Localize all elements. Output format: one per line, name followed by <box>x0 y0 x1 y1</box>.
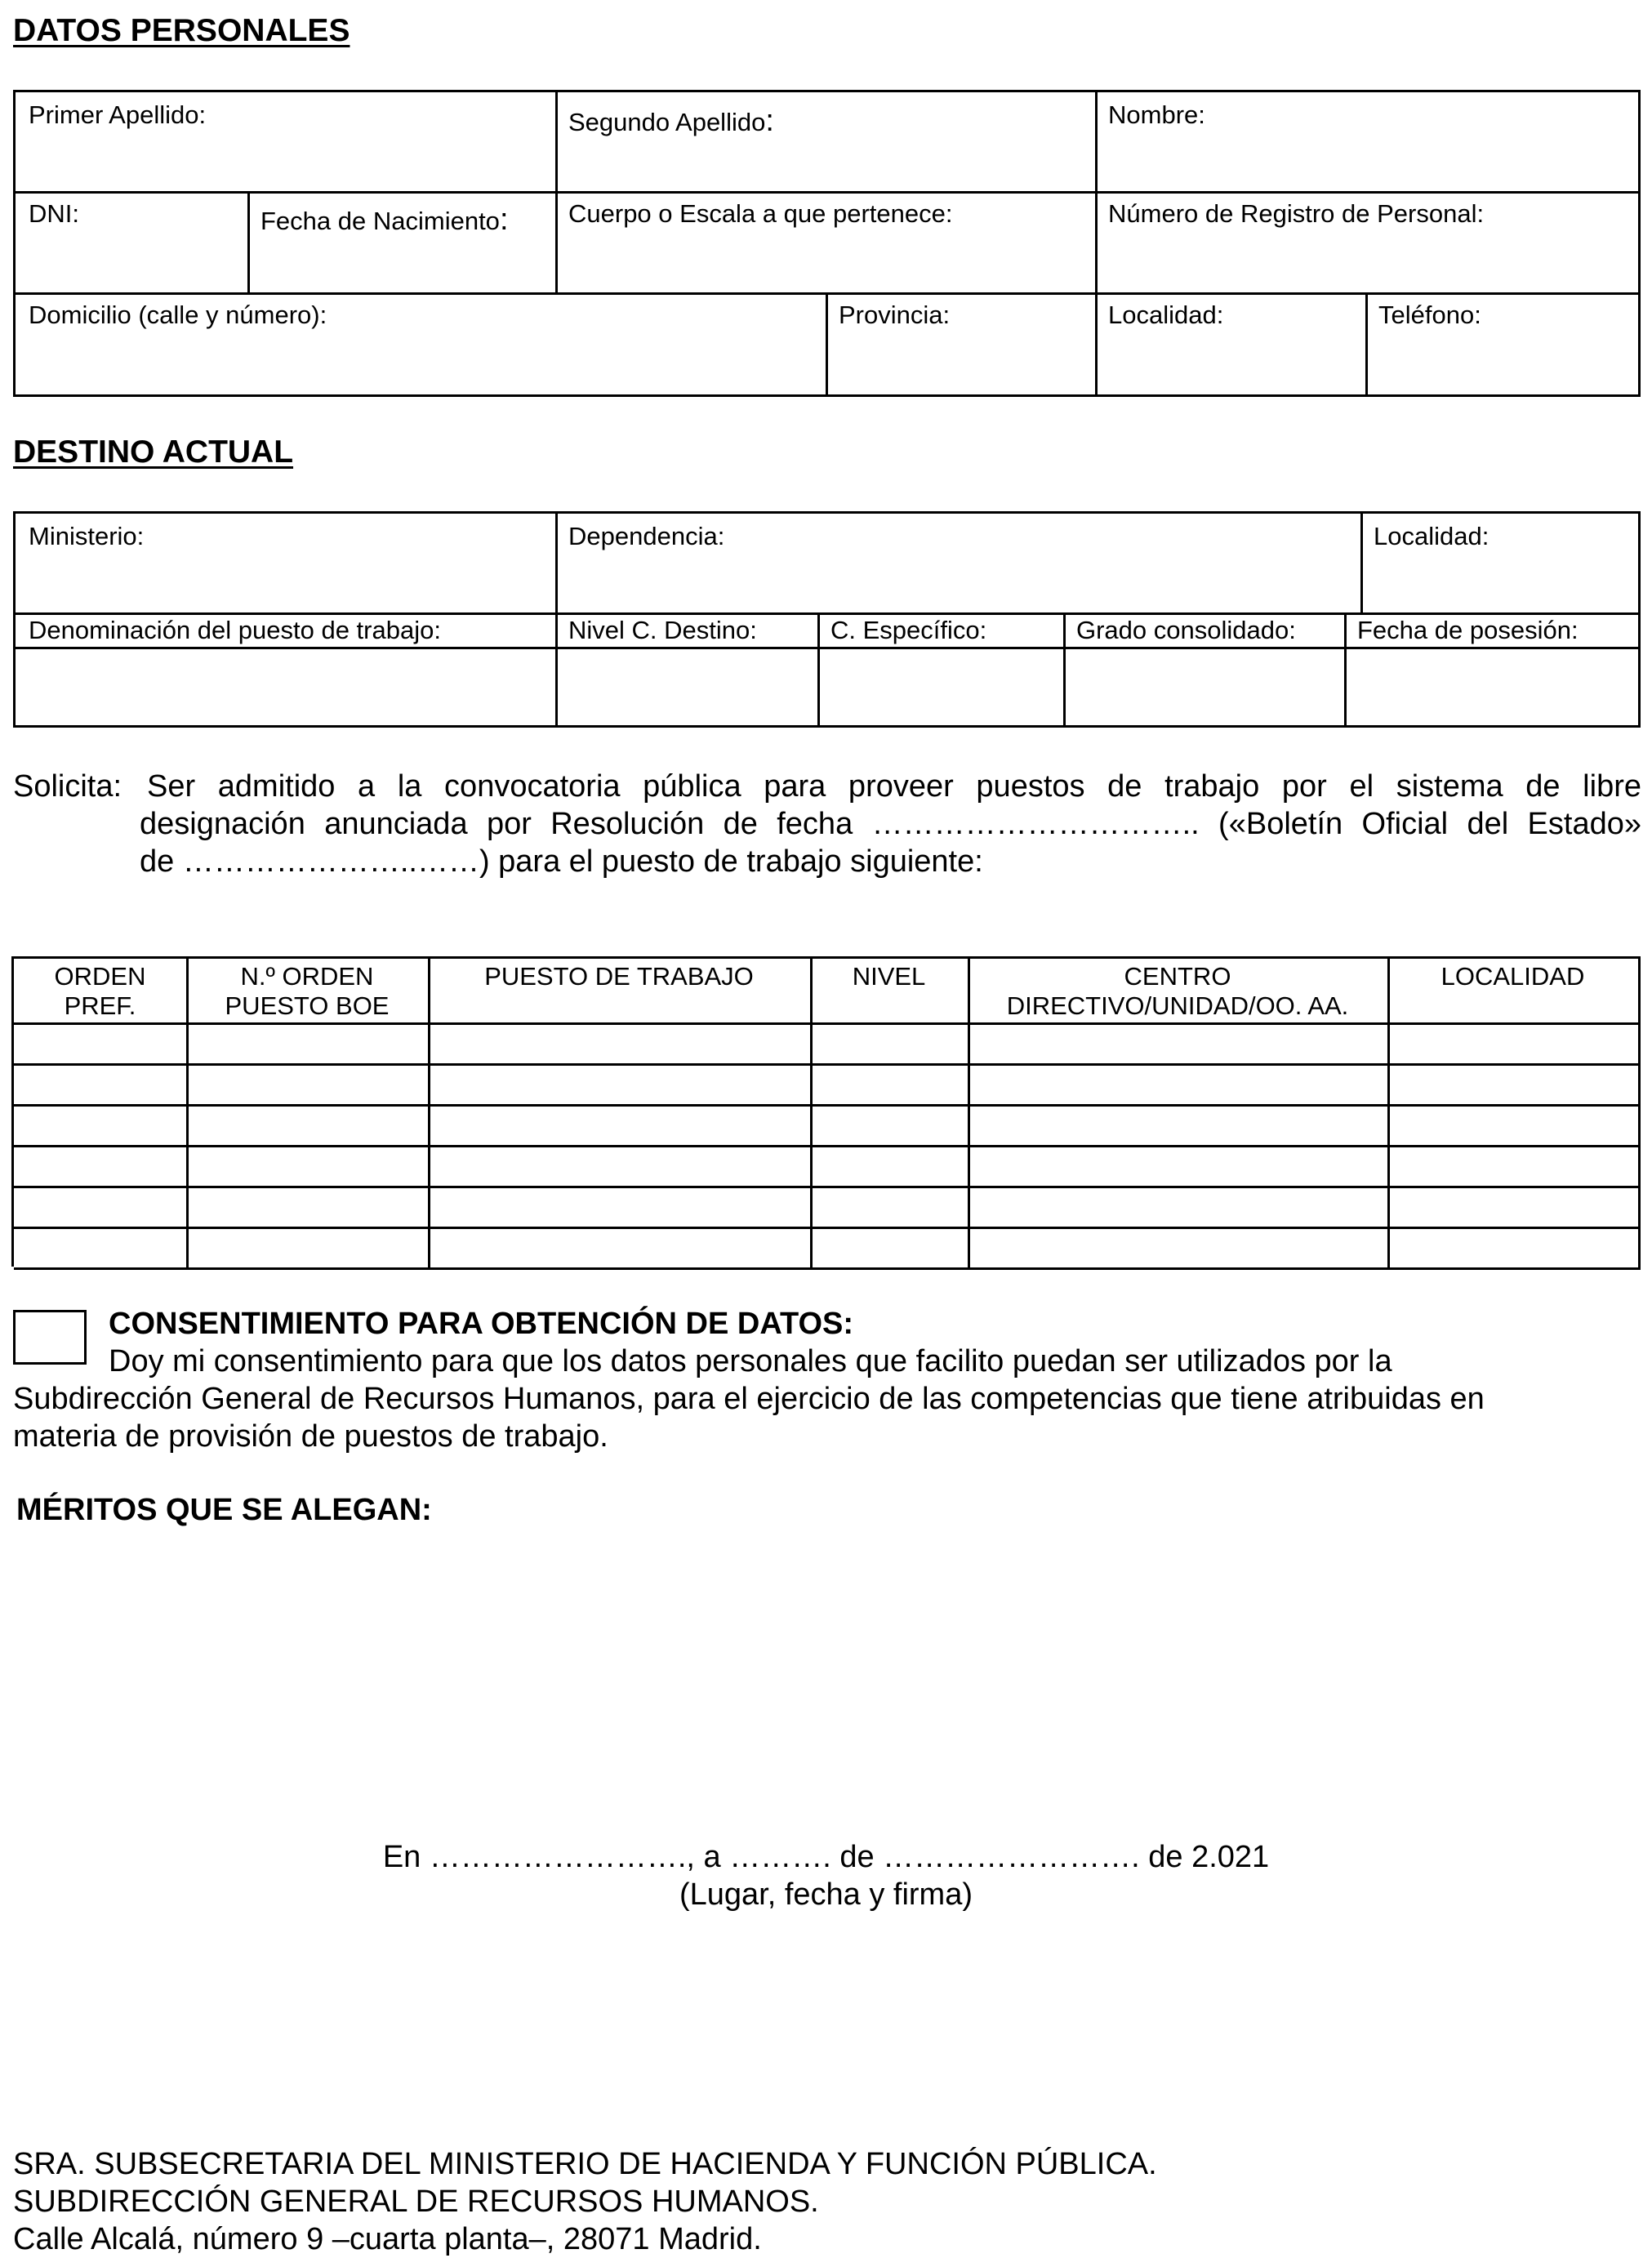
denominacion-input[interactable] <box>16 647 558 728</box>
table-cell[interactable] <box>186 1022 430 1066</box>
table-cell[interactable] <box>810 1022 970 1066</box>
consentimiento-text-line-3: materia de provisión de puestos de trabajo. <box>13 1419 608 1454</box>
telefono-label: Teléfono: <box>1378 301 1481 329</box>
ministerio-label: Ministerio: <box>29 522 145 550</box>
numero-registro-field[interactable] <box>1095 191 1641 295</box>
c-especifico-input[interactable] <box>817 647 1066 728</box>
firma-note: (Lugar, fecha y firma) <box>679 1877 973 1912</box>
table-cell[interactable] <box>428 1186 813 1229</box>
destinatario-line-3: Calle Alcalá, número 9 –cuarta planta–, 28071 Madrid. <box>13 2222 762 2256</box>
table-cell[interactable] <box>186 1227 430 1270</box>
numero-registro-label: Número de Registro de Personal: <box>1108 199 1485 228</box>
table-cell[interactable] <box>186 1063 430 1107</box>
table-header-nivel <box>810 959 970 1025</box>
table-cell[interactable] <box>810 1186 970 1229</box>
table-header-localidad <box>1387 959 1641 1025</box>
destinatario-line-2: SUBDIRECCIÓN GENERAL DE RECURSOS HUMANOS. <box>13 2185 819 2219</box>
table-cell[interactable] <box>428 1063 813 1107</box>
table-cell[interactable] <box>1387 1022 1641 1066</box>
table-cell[interactable] <box>1387 1186 1641 1229</box>
segundo-apellido-label: Segundo Apellido <box>568 108 766 136</box>
cuerpo-escala-label: Cuerpo o Escala a que pertenece: <box>568 199 953 228</box>
grado-header <box>1063 612 1347 649</box>
table-cell[interactable] <box>428 1227 813 1270</box>
table-cell[interactable] <box>186 1186 430 1229</box>
provincia-field[interactable] <box>826 292 1098 397</box>
table-cell[interactable] <box>428 1022 813 1066</box>
segundo-apellido-field[interactable]: Segundo Apellido: <box>555 92 1098 194</box>
domicilio-field[interactable] <box>16 292 828 397</box>
denominacion-header <box>16 612 558 649</box>
table-cell[interactable] <box>186 1145 430 1188</box>
consentimiento-text-line-1: Doy mi consentimiento para que los datos personales que facilito puedan ser utilizados por la <box>109 1344 1392 1378</box>
table-cell[interactable] <box>1387 1063 1641 1107</box>
table-cell[interactable] <box>968 1227 1390 1270</box>
table-cell[interactable] <box>968 1104 1390 1147</box>
table-cell[interactable] <box>810 1145 970 1188</box>
table-cell[interactable] <box>1387 1104 1641 1147</box>
table-cell[interactable] <box>968 1063 1390 1107</box>
grado-input[interactable] <box>1063 647 1347 728</box>
consentimiento-checkbox[interactable] <box>13 1310 87 1365</box>
table-cell[interactable] <box>14 1063 189 1107</box>
ministerio-field[interactable] <box>16 514 558 615</box>
table-cell[interactable] <box>968 1186 1390 1229</box>
table-cell[interactable] <box>14 1145 189 1188</box>
localidad-destino-field[interactable] <box>1360 514 1641 615</box>
cuerpo-escala-field[interactable] <box>555 191 1098 295</box>
dni-field[interactable] <box>16 191 250 295</box>
dni-label: DNI: <box>29 199 79 228</box>
telefono-field[interactable] <box>1365 292 1641 397</box>
nivel-destino-input[interactable] <box>555 647 820 728</box>
dependencia-field[interactable] <box>555 514 1363 615</box>
fecha-posesion-label: Fecha de posesión: <box>1357 616 1579 644</box>
destinatario-line-1: SRA. SUBSECRETARIA DEL MINISTERIO DE HACIENDA Y FUNCIÓN PÚBLICA. <box>13 2147 1157 2181</box>
meritos-area[interactable] <box>13 1543 1641 1813</box>
table-header-centro-text: CENTRO DIRECTIVO/UNIDAD/OO. AA. <box>1006 962 1349 1020</box>
table-header-orden-pref-text: ORDEN PREF. <box>54 962 146 1020</box>
destino-actual-grid <box>13 511 1641 728</box>
table-cell[interactable] <box>968 1022 1390 1066</box>
table-header-orden-pref <box>14 959 189 1025</box>
firma-lugar-fecha: En ……………………., a ………. de ……………………. de 2.021 <box>382 1840 1270 1874</box>
datos-personales-grid <box>13 90 1641 397</box>
nombre-label: Nombre: <box>1108 100 1205 129</box>
table-header-centro <box>968 959 1390 1025</box>
primer-apellido-label: Primer Apellido: <box>29 100 207 129</box>
domicilio-label: Domicilio (calle y número): <box>29 301 327 329</box>
nivel-destino-header <box>555 612 820 649</box>
table-header-localidad-text: LOCALIDAD <box>1440 962 1585 991</box>
fecha-nacimiento-label: Fecha de Nacimiento <box>260 207 500 235</box>
nivel-destino-label: Nivel C. Destino: <box>568 616 757 644</box>
table-cell[interactable] <box>1387 1227 1641 1270</box>
grado-label: Grado consolidado: <box>1076 616 1296 644</box>
solicita-text-line-1: Ser admitido a la convocatoria pública para proveer puestos de trabajo por el sistema de libre <box>147 769 1641 804</box>
solicita-text-line-3: de …………………..……) para el puesto de trabajo siguiente: <box>140 844 983 879</box>
section-heading-datos-personales: DATOS PERSONALES <box>13 13 350 48</box>
table-header-nivel-text: NIVEL <box>852 962 926 991</box>
localidad-label: Localidad: <box>1108 301 1224 329</box>
consentimiento-text-line-2: Subdirección General de Recursos Humanos, para el ejercicio de las competencias que tiene atribuidas en <box>13 1382 1485 1416</box>
table-cell[interactable] <box>810 1104 970 1147</box>
table-header-puesto-text: PUESTO DE TRABAJO <box>484 962 754 991</box>
table-header-puesto <box>428 959 813 1025</box>
table-header-n-orden-text: N.º ORDEN PUESTO BOE <box>225 962 390 1020</box>
table-cell[interactable] <box>14 1186 189 1229</box>
consentimiento-title: CONSENTIMIENTO PARA OBTENCIÓN DE DATOS: <box>109 1307 854 1341</box>
table-cell[interactable] <box>186 1104 430 1147</box>
table-cell[interactable] <box>810 1063 970 1107</box>
denominacion-label: Denominación del puesto de trabajo: <box>29 616 441 644</box>
c-especifico-header <box>817 612 1066 649</box>
table-cell[interactable] <box>428 1104 813 1147</box>
provincia-label: Provincia: <box>839 301 951 329</box>
section-heading-destino-actual: DESTINO ACTUAL <box>13 434 294 470</box>
primer-apellido-field[interactable] <box>16 92 558 194</box>
c-especifico-label: C. Específico: <box>830 616 987 644</box>
table-cell[interactable] <box>14 1104 189 1147</box>
table-cell[interactable] <box>810 1227 970 1270</box>
fecha-nacimiento-field[interactable]: Fecha de Nacimiento: <box>247 191 558 295</box>
solicita-label: Solicita: <box>13 769 122 804</box>
fecha-posesion-header <box>1344 612 1641 649</box>
table-cell[interactable] <box>428 1145 813 1188</box>
localidad-destino-label: Localidad: <box>1374 522 1489 550</box>
meritos-heading: MÉRITOS QUE SE ALEGAN: <box>16 1493 432 1527</box>
table-cell[interactable] <box>968 1145 1390 1188</box>
solicita-text-line-2: designación anunciada por Resolución de fecha ………………………….. («Boletín Oficial del Estado» <box>140 807 1641 841</box>
table-cell[interactable] <box>14 1227 189 1270</box>
table-header-n-orden <box>186 959 430 1025</box>
table-cell[interactable] <box>14 1022 189 1066</box>
dependencia-label: Dependencia: <box>568 522 725 550</box>
nombre-field[interactable] <box>1095 92 1641 194</box>
puestos-table <box>11 956 1641 1267</box>
fecha-posesion-input[interactable] <box>1344 647 1641 728</box>
table-cell[interactable] <box>1387 1145 1641 1188</box>
localidad-field[interactable] <box>1095 292 1368 397</box>
